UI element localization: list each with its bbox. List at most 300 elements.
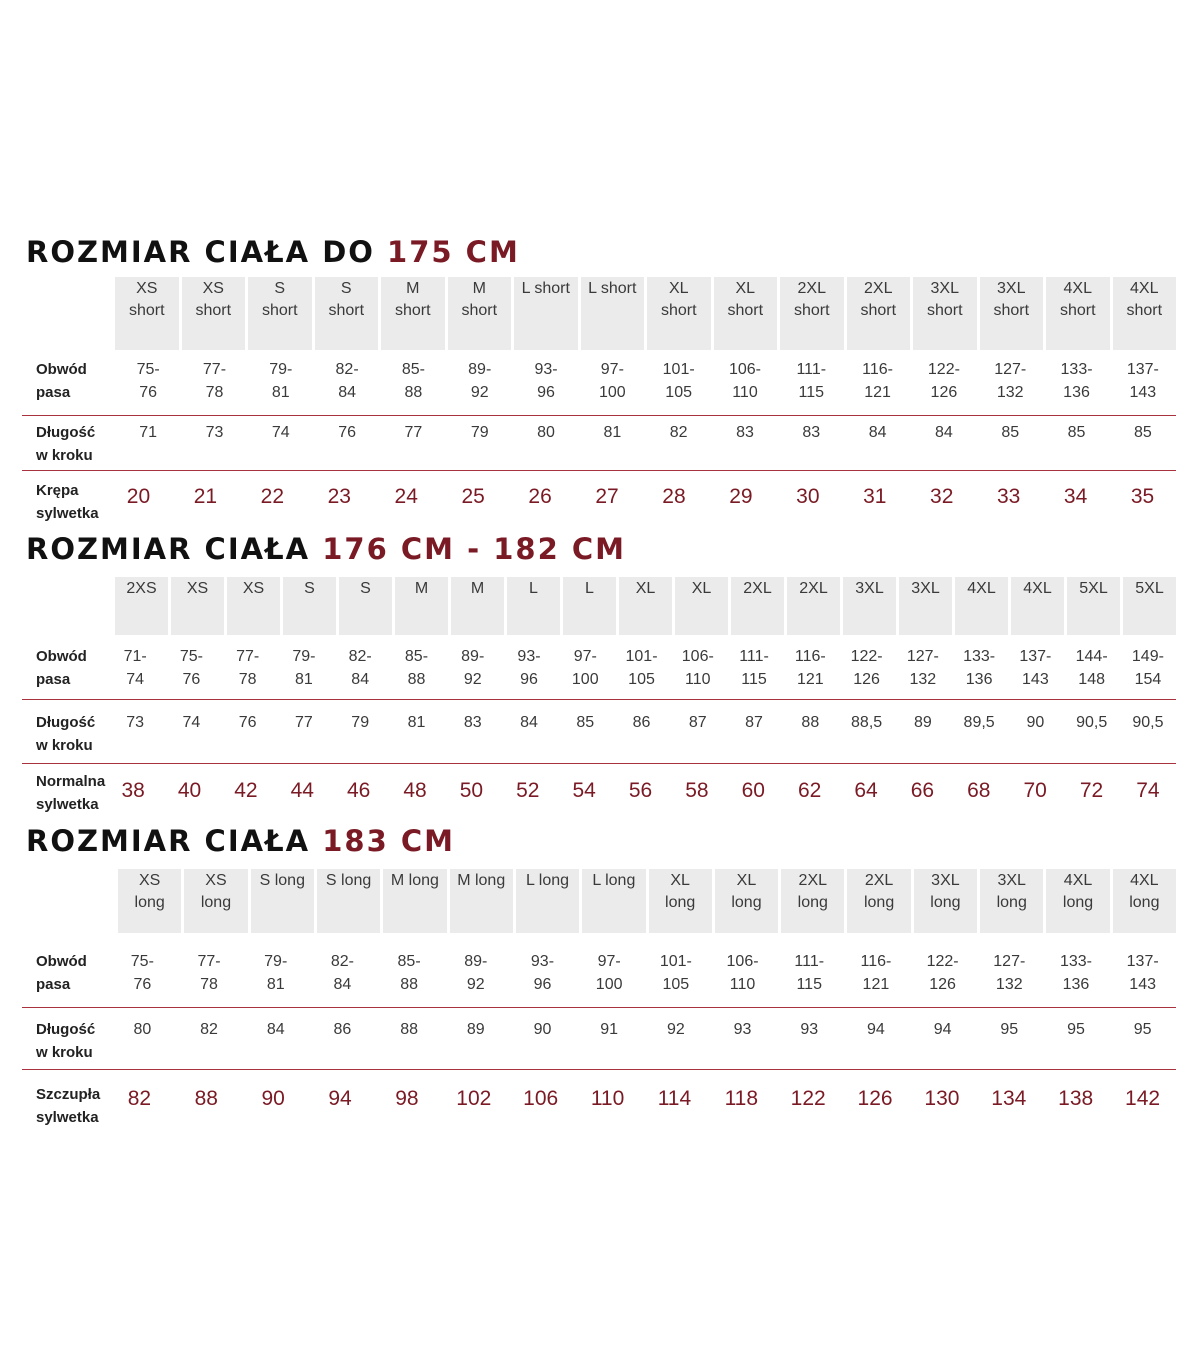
size-label-line: 3XL bbox=[997, 872, 1026, 889]
size-label-line: S bbox=[274, 280, 286, 297]
value-line: 92 bbox=[463, 671, 482, 688]
value-line: 126 bbox=[930, 384, 958, 401]
fit-value: 40 bbox=[177, 779, 202, 802]
size-header-cell bbox=[847, 277, 911, 350]
size-label-line: short bbox=[860, 302, 897, 319]
value-line: 100 bbox=[571, 671, 599, 688]
value-line: 101- bbox=[625, 648, 658, 665]
waist-value bbox=[951, 645, 1007, 691]
waist-value bbox=[909, 950, 976, 996]
size-header-cell bbox=[1046, 277, 1110, 350]
fit-value: 26 bbox=[528, 485, 552, 508]
fit-value: 21 bbox=[193, 485, 218, 508]
inseam-value: 95 bbox=[1067, 1021, 1085, 1038]
value-line: 111- bbox=[796, 361, 827, 378]
inseam-value: 71 bbox=[139, 424, 158, 441]
waist-value bbox=[109, 950, 176, 996]
inseam-value: 84 bbox=[868, 424, 887, 441]
waist-value bbox=[242, 950, 309, 996]
waist-value bbox=[613, 645, 669, 691]
inseam-value: 83 bbox=[463, 714, 482, 731]
inseam-row bbox=[22, 421, 1176, 471]
fit-value: 114 bbox=[657, 1087, 692, 1110]
size-label-line: short bbox=[727, 302, 764, 319]
waist-value bbox=[176, 950, 243, 996]
value-line: 77- bbox=[197, 953, 221, 970]
size-header-cell bbox=[843, 577, 896, 635]
size-label-line: short bbox=[261, 302, 298, 319]
inseam-value: 87 bbox=[688, 714, 707, 731]
inseam-values bbox=[115, 421, 1176, 444]
value-line: 149- bbox=[1131, 648, 1164, 665]
fit-values bbox=[106, 1086, 1176, 1112]
value-line: 144- bbox=[1075, 648, 1108, 665]
waist-value bbox=[646, 358, 712, 404]
inseam-value: 81 bbox=[603, 424, 622, 441]
size-label-line: 3XL bbox=[930, 280, 959, 297]
value-line: 133- bbox=[1060, 361, 1093, 378]
size-header-cell bbox=[227, 577, 280, 635]
size-label-line: long bbox=[1062, 894, 1094, 911]
fit-value: 82 bbox=[127, 1087, 152, 1110]
value-line: 115 bbox=[796, 976, 822, 993]
fit-value: 118 bbox=[724, 1087, 759, 1110]
fit-value: 27 bbox=[595, 485, 619, 508]
inseam-label bbox=[36, 711, 95, 757]
size-header-cell bbox=[118, 869, 181, 933]
fit-value: 138 bbox=[1058, 1087, 1094, 1110]
fit-value: 29 bbox=[729, 485, 753, 508]
inseam-value: 84 bbox=[520, 714, 538, 731]
row-label-line: Szczupła bbox=[36, 1086, 101, 1103]
waist-value bbox=[844, 358, 910, 404]
value-line: 88 bbox=[400, 976, 418, 993]
waist-value bbox=[309, 950, 376, 996]
inseam-value: 90 bbox=[1026, 714, 1045, 731]
size-label-line: XS bbox=[138, 872, 161, 889]
fit-value: 52 bbox=[516, 779, 540, 802]
size-label-line: 2XL bbox=[743, 580, 772, 597]
value-line: 85- bbox=[401, 361, 425, 378]
value-line: 97- bbox=[597, 953, 621, 970]
inseam-value: 84 bbox=[935, 424, 953, 441]
size-label-line: L short bbox=[588, 280, 637, 297]
size-label-line: 5XL bbox=[1079, 580, 1108, 597]
waist-value bbox=[782, 645, 838, 691]
waist-value bbox=[1110, 358, 1176, 404]
size-label-line: 3XL bbox=[855, 580, 884, 597]
waist-value bbox=[513, 358, 579, 404]
size-label-line: S long bbox=[325, 872, 372, 889]
size-header-cell bbox=[715, 869, 778, 933]
inseam-value: 90 bbox=[533, 1021, 552, 1038]
size-header-cell bbox=[248, 277, 312, 350]
fit-value: 48 bbox=[403, 779, 427, 802]
inseam-value: 88,5 bbox=[851, 714, 883, 731]
size-header-cell bbox=[582, 869, 645, 933]
value-line: 105 bbox=[665, 384, 692, 401]
value-line: 88 bbox=[404, 384, 423, 401]
size-header-cell bbox=[1046, 869, 1109, 933]
size-label-line: 2XL bbox=[798, 872, 828, 889]
size-label-line: short bbox=[1059, 302, 1096, 319]
size-label-line: XS bbox=[136, 280, 158, 297]
waist-value bbox=[501, 645, 557, 691]
fit-value: 60 bbox=[741, 779, 765, 802]
row-label-line: pasa bbox=[36, 976, 71, 993]
waist-value bbox=[445, 645, 501, 691]
value-line: 82- bbox=[335, 361, 359, 378]
fit-row bbox=[22, 1083, 1176, 1131]
fit-row bbox=[22, 770, 1176, 818]
value-line: 110 bbox=[685, 671, 711, 688]
size-label-line: M long bbox=[390, 872, 439, 889]
waist-value bbox=[838, 645, 894, 691]
size-label-line: 4XL bbox=[967, 580, 996, 597]
size-label-line: short bbox=[926, 302, 963, 319]
size-header-cell bbox=[395, 577, 448, 635]
value-line: 143 bbox=[1022, 671, 1049, 688]
fit-value: 90 bbox=[261, 1087, 285, 1110]
inseam-value: 73 bbox=[205, 424, 224, 441]
row-label-line: w kroku bbox=[36, 737, 93, 754]
fit-value: 88 bbox=[194, 1087, 218, 1110]
value-line: 115 bbox=[798, 384, 825, 401]
waist-value bbox=[670, 645, 726, 691]
fit-value: 25 bbox=[461, 485, 485, 508]
size-header-cell bbox=[675, 577, 728, 635]
size-label-line: XL bbox=[670, 872, 690, 889]
size-header-cell bbox=[184, 869, 247, 933]
value-line: 85- bbox=[397, 953, 421, 970]
size-label-line: M long bbox=[457, 872, 506, 889]
inseam-value: 77 bbox=[295, 714, 313, 731]
value-line: 126 bbox=[853, 671, 880, 688]
size-header-cell bbox=[955, 577, 1008, 635]
inseam-value: 85 bbox=[1133, 424, 1152, 441]
value-line: 89- bbox=[461, 648, 485, 665]
size-label-line: XS bbox=[202, 280, 224, 297]
inseam-value: 85 bbox=[576, 714, 595, 731]
waist-value bbox=[447, 358, 513, 404]
size-label-line: short bbox=[993, 302, 1030, 319]
inseam-value: 74 bbox=[182, 714, 201, 731]
value-line: 93- bbox=[534, 361, 558, 378]
section-title: ROZMIAR CIAŁA DO 175 CM bbox=[26, 235, 520, 269]
waist-value bbox=[1109, 950, 1176, 996]
inseam-value: 87 bbox=[745, 714, 763, 731]
size-header-cell bbox=[283, 577, 336, 635]
size-header-cell bbox=[780, 277, 844, 350]
size-label-line: L bbox=[585, 580, 594, 597]
waist-value bbox=[380, 358, 446, 404]
row-label-line: Długość bbox=[36, 714, 96, 731]
size-header-cell bbox=[980, 869, 1043, 933]
fit-value: 31 bbox=[863, 485, 887, 508]
size-header-cell bbox=[317, 869, 380, 933]
value-line: 148 bbox=[1078, 671, 1105, 688]
value-line: 116- bbox=[794, 648, 826, 665]
size-header-cell bbox=[1011, 577, 1064, 635]
waist-value bbox=[509, 950, 576, 996]
value-line: 89- bbox=[468, 361, 492, 378]
value-line: 89- bbox=[464, 953, 488, 970]
size-label-line: short bbox=[1126, 302, 1163, 319]
waist-value bbox=[314, 358, 380, 404]
row-label-line: sylwetka bbox=[36, 796, 99, 813]
waist-values bbox=[107, 645, 1176, 691]
value-line: 92 bbox=[470, 384, 489, 401]
row-label-line: Obwód bbox=[36, 648, 87, 665]
size-header-cell bbox=[714, 277, 778, 350]
size-label-line: XS bbox=[242, 580, 265, 597]
size-label-line: short bbox=[128, 302, 165, 319]
inseam-value: 90,5 bbox=[1132, 714, 1164, 731]
inseam-values bbox=[107, 711, 1176, 734]
fit-value: 44 bbox=[290, 779, 314, 802]
value-line: 75- bbox=[136, 361, 160, 378]
fit-value: 23 bbox=[327, 485, 351, 508]
value-line: 82- bbox=[348, 648, 372, 665]
row-label-line: pasa bbox=[36, 671, 71, 688]
waist-value bbox=[911, 358, 977, 404]
row-label-line: Długość bbox=[36, 1021, 96, 1038]
value-line: 79- bbox=[264, 953, 288, 970]
size-label-line: long bbox=[134, 894, 165, 911]
size-header-cell bbox=[450, 869, 513, 933]
waist-value bbox=[579, 358, 645, 404]
size-label-line: S bbox=[304, 580, 315, 597]
size-label-line: long bbox=[996, 894, 1027, 911]
row-label-line: sylwetka bbox=[36, 505, 99, 522]
value-line: 75- bbox=[130, 953, 154, 970]
size-label-line: XS bbox=[205, 872, 227, 889]
value-line: 74 bbox=[126, 671, 145, 688]
waist-value bbox=[388, 645, 444, 691]
size-label-line: short bbox=[660, 302, 697, 319]
waist-value bbox=[1043, 358, 1109, 404]
value-line: 110 bbox=[732, 384, 758, 401]
value-line: 137- bbox=[1126, 953, 1159, 970]
waist-value bbox=[712, 358, 778, 404]
size-header-cell bbox=[781, 869, 844, 933]
row-label-line: Krępa bbox=[36, 482, 79, 499]
waist-value bbox=[557, 645, 613, 691]
inseam-values bbox=[109, 1018, 1176, 1041]
size-label-line: 2XS bbox=[126, 580, 157, 597]
waist-value bbox=[115, 358, 181, 404]
row-label-line: Obwód bbox=[36, 953, 87, 970]
size-header-cell bbox=[649, 869, 712, 933]
fit-value: 98 bbox=[395, 1087, 419, 1110]
value-line: 105 bbox=[662, 976, 690, 993]
size-header-cell bbox=[514, 277, 578, 350]
inseam-value: 94 bbox=[933, 1021, 952, 1038]
waist-value bbox=[332, 645, 388, 691]
value-line: 122- bbox=[850, 648, 883, 665]
size-label-line: 4XL bbox=[1063, 872, 1093, 889]
inseam-value: 89 bbox=[466, 1021, 485, 1038]
waist-value bbox=[107, 645, 163, 691]
waist-value bbox=[276, 645, 332, 691]
value-line: 78 bbox=[200, 976, 218, 993]
value-line: 78 bbox=[205, 384, 224, 401]
fit-value: 30 bbox=[796, 485, 820, 508]
inseam-value: 93 bbox=[800, 1021, 819, 1038]
value-line: 110 bbox=[729, 976, 756, 993]
fit-value: 32 bbox=[930, 485, 954, 508]
value-line: 126 bbox=[929, 976, 956, 993]
size-header-cell bbox=[899, 577, 952, 635]
waist-values bbox=[115, 358, 1176, 404]
size-header-cell bbox=[563, 577, 616, 635]
value-line: 100 bbox=[595, 976, 623, 993]
size-header-cell bbox=[381, 277, 445, 350]
section-title: ROZMIAR CIAŁA 183 CM bbox=[26, 824, 456, 858]
inseam-value: 88 bbox=[801, 714, 820, 731]
value-line: 84 bbox=[351, 671, 370, 688]
value-line: 121 bbox=[862, 976, 890, 993]
inseam-value: 76 bbox=[338, 424, 356, 441]
fit-value: 42 bbox=[234, 779, 258, 802]
size-label-line: M bbox=[472, 280, 486, 297]
waist-value bbox=[1043, 950, 1110, 996]
size-label-line: L long bbox=[526, 872, 570, 889]
inseam-value: 79 bbox=[470, 424, 489, 441]
waist-row bbox=[22, 645, 1176, 700]
size-header-cell bbox=[1067, 577, 1120, 635]
inseam-value: 86 bbox=[632, 714, 651, 731]
size-header-cell bbox=[1123, 577, 1176, 635]
fit-value: 126 bbox=[857, 1087, 893, 1110]
value-line: 116- bbox=[862, 361, 894, 378]
waist-label bbox=[36, 645, 87, 691]
size-header-cell bbox=[339, 577, 392, 635]
waist-value bbox=[709, 950, 776, 996]
fit-value: 72 bbox=[1079, 779, 1104, 802]
fit-value: 134 bbox=[991, 1087, 1027, 1110]
fit-values bbox=[105, 484, 1176, 510]
value-line: 143 bbox=[1129, 976, 1156, 993]
waist-value bbox=[181, 358, 247, 404]
value-line: 106- bbox=[726, 953, 759, 970]
value-line: 121 bbox=[796, 671, 824, 688]
size-header-cell bbox=[251, 869, 314, 933]
value-line: 121 bbox=[864, 384, 891, 401]
fit-values bbox=[105, 778, 1176, 804]
fit-value: 54 bbox=[572, 779, 596, 802]
inseam-row bbox=[22, 1018, 1176, 1070]
size-label-line: short bbox=[461, 302, 498, 319]
size-header-cell bbox=[507, 577, 560, 635]
size-header-cell bbox=[315, 277, 379, 350]
waist-value bbox=[1120, 645, 1176, 691]
size-label-line: L short bbox=[521, 280, 570, 297]
value-line: 127- bbox=[993, 953, 1026, 970]
row-label-line: w kroku bbox=[36, 447, 93, 464]
waist-value bbox=[895, 645, 951, 691]
size-header-cell bbox=[914, 869, 977, 933]
size-label-line: 4XL bbox=[1130, 280, 1159, 297]
size-label-line: S bbox=[360, 580, 371, 597]
size-label-line: long bbox=[797, 894, 828, 911]
value-line: 82- bbox=[330, 953, 354, 970]
size-label-line: XL bbox=[736, 872, 757, 889]
fit-value: 50 bbox=[459, 779, 484, 802]
waist-value bbox=[726, 645, 782, 691]
size-label-line: S bbox=[340, 280, 352, 297]
value-line: 122- bbox=[926, 953, 959, 970]
fit-value: 35 bbox=[1130, 485, 1155, 508]
value-line: 136 bbox=[965, 671, 993, 688]
size-label-line: 4XL bbox=[1063, 280, 1092, 297]
fit-value: 33 bbox=[996, 485, 1021, 508]
fit-value: 62 bbox=[798, 779, 822, 802]
size-label-line: long bbox=[200, 894, 232, 911]
size-header-cell bbox=[171, 577, 224, 635]
size-header-cell bbox=[731, 577, 784, 635]
size-label-line: 3XL bbox=[911, 580, 940, 597]
waist-values bbox=[109, 950, 1176, 996]
fit-value: 66 bbox=[910, 779, 935, 802]
waist-value bbox=[843, 950, 910, 996]
size-label-line: XL bbox=[691, 580, 712, 597]
size-header-cell bbox=[182, 277, 246, 350]
size-header-cell bbox=[1113, 277, 1177, 350]
waist-value bbox=[977, 358, 1043, 404]
value-line: 127- bbox=[906, 648, 939, 665]
fit-value: 38 bbox=[121, 779, 145, 802]
inseam-value: 79 bbox=[351, 714, 370, 731]
inseam-row bbox=[22, 711, 1176, 764]
size-label-line: long bbox=[731, 894, 762, 911]
value-line: 106- bbox=[681, 648, 714, 665]
fit-value: 56 bbox=[628, 779, 653, 802]
inseam-value: 82 bbox=[669, 424, 688, 441]
inseam-value: 91 bbox=[600, 1021, 619, 1038]
value-line: 79- bbox=[292, 648, 316, 665]
waist-label bbox=[36, 358, 87, 404]
value-line: 76 bbox=[139, 384, 158, 401]
size-label-line: 4XL bbox=[1023, 580, 1052, 597]
value-line: 97- bbox=[600, 361, 624, 378]
size-header-cell bbox=[448, 277, 512, 350]
size-label-line: XL bbox=[735, 280, 756, 297]
fit-value: 22 bbox=[260, 485, 285, 508]
fit-label bbox=[36, 1083, 100, 1129]
size-label-line: XL bbox=[635, 580, 656, 597]
waist-value bbox=[1007, 645, 1063, 691]
value-line: 137- bbox=[1019, 648, 1052, 665]
value-line: 116- bbox=[860, 953, 892, 970]
size-header-cell bbox=[115, 277, 179, 350]
row-label-line: Normalna bbox=[36, 773, 106, 790]
value-line: 93- bbox=[517, 648, 541, 665]
value-line: 96 bbox=[537, 384, 555, 401]
fit-value: 28 bbox=[662, 485, 686, 508]
size-label-line: long bbox=[930, 894, 961, 911]
waist-value bbox=[776, 950, 843, 996]
value-line: 97- bbox=[573, 648, 597, 665]
size-label-line: 3XL bbox=[997, 280, 1026, 297]
value-line: 133- bbox=[963, 648, 996, 665]
inseam-value: 85 bbox=[1001, 424, 1020, 441]
fit-value: 34 bbox=[1063, 485, 1088, 508]
waist-value bbox=[576, 950, 643, 996]
size-label-line: 2XL bbox=[797, 280, 826, 297]
size-header-row bbox=[115, 577, 1176, 635]
value-line: 93- bbox=[530, 953, 555, 970]
